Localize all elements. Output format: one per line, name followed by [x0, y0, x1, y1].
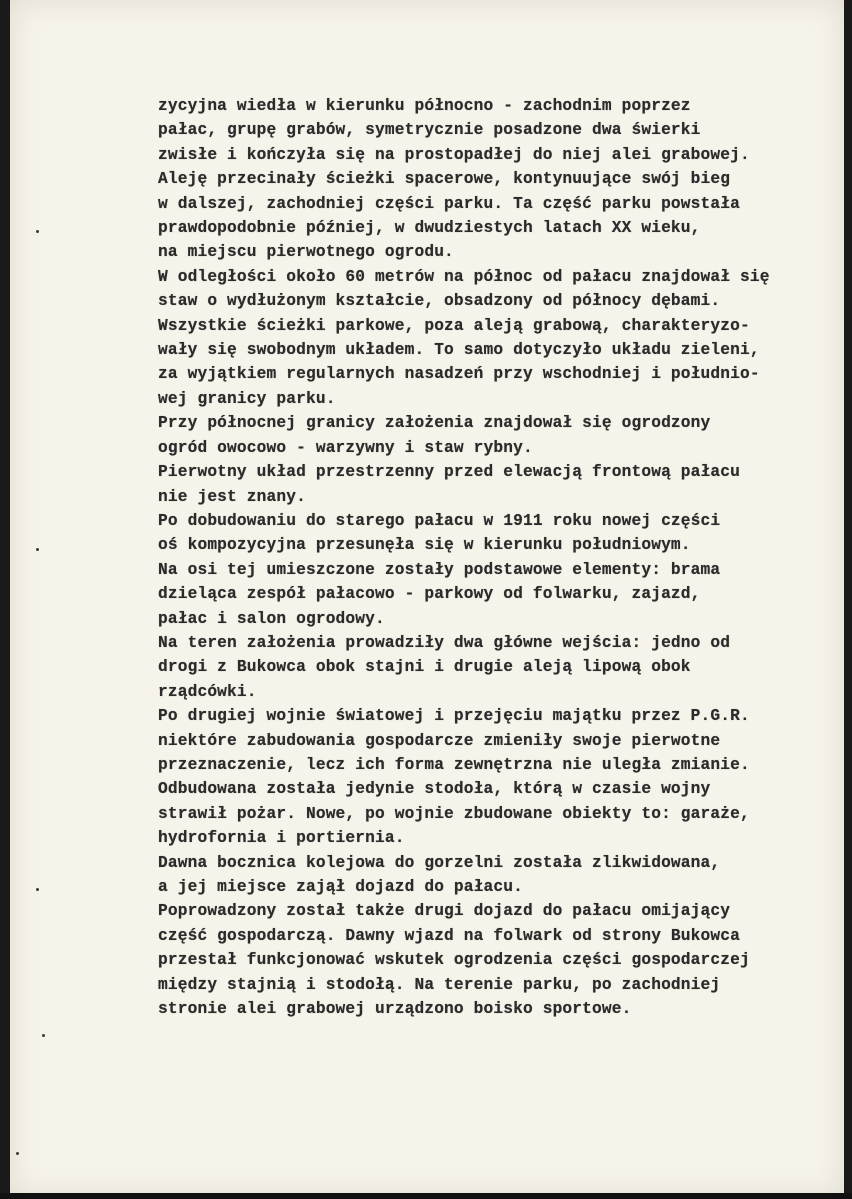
text-line: wały się swobodnym układem. To samo dotyczyło układu zieleni, — [158, 341, 760, 360]
text-line: stronie alei grabowej urządzono boisko sportowe. — [158, 1000, 632, 1019]
paper-speck — [36, 230, 39, 233]
text-line: ogród owocowo - warzywny i staw rybny. — [158, 438, 533, 457]
text-line: Odbudowana została jedynie stodoła, którą w czasie wojny — [158, 780, 711, 799]
text-line: Na osi tej umieszczone zostały podstawowe elementy: brama — [158, 560, 721, 579]
paper-speck — [16, 1152, 19, 1155]
text-line: a jej miejsce zajął dojazd do pałacu. — [158, 878, 523, 896]
text-line: Po dobudowaniu do starego pałacu w 1911 roku nowej części — [158, 511, 721, 530]
text-line: prawdopodobnie później, w dwudziestych latach XX wieku, — [158, 219, 701, 238]
text-line: zycyjna wiedła w kierunku północno - zachodnim poprzez — [158, 97, 691, 115]
text-line: między stajnią i stodołą. Na terenie parku, po zachodniej — [158, 975, 721, 994]
text-line: hydrofornia i portiernia. — [158, 829, 405, 848]
text-line: pałac, grupę grabów, symetrycznie posadzone dwa świerki — [158, 121, 701, 140]
text-line: za wyjątkiem regularnych nasadzeń przy wschodniej i południo- — [158, 365, 760, 384]
text-line: Pierwotny układ przestrzenny przed elewacją frontową pałacu — [158, 463, 740, 482]
text-line: Poprowadzony został także drugi dojazd do pałacu omijający — [158, 902, 731, 921]
text-line: dzieląca zespół pałacowo - parkowy od folwarku, zajazd, — [158, 585, 701, 604]
text-line: niektóre zabudowania gospodarcze zmieniły swoje pierwotne — [158, 731, 721, 750]
text-line: Dawna bocznica kolejowa do gorzelni została zlikwidowana, — [158, 853, 721, 872]
text-line: Na teren założenia prowadziły dwa główne wejścia: jedno od — [158, 633, 731, 652]
text-line: Aleję przecinały ścieżki spacerowe, kontynuujące swój bieg — [158, 170, 731, 189]
paper-speck — [36, 548, 39, 551]
text-line: przeznaczenie, lecz ich forma zewnętrzna nie uległa zmianie. — [158, 755, 750, 774]
paper-speck — [36, 888, 39, 891]
text-line: w dalszej, zachodniej części parku. Ta część parku powstała — [158, 194, 740, 213]
text-line: Po drugiej wojnie światowej i przejęciu majątku przez P.G.R. — [158, 707, 750, 726]
text-line: staw o wydłużonym kształcie, obsadzony od północy dębami. — [158, 292, 721, 311]
text-line: W odległości około 60 metrów na północ od pałacu znajdował się — [158, 267, 770, 286]
text-line: strawił pożar. Nowe, po wojnie zbudowane obiekty to: garaże, — [158, 804, 750, 823]
paper-speck — [42, 1034, 45, 1037]
scan-bottom-edge — [0, 1193, 852, 1199]
text-line: część gospodarczą. Dawny wjazd na folwark od strony Bukowca — [158, 926, 740, 945]
text-line: pałac i salon ogrodowy. — [158, 609, 385, 628]
text-line: zwisłe i kończyła się na prostopadłej do niej alei grabowej. — [158, 145, 750, 164]
text-line: drogi z Bukowca obok stajni i drugie aleją lipową obok — [158, 658, 691, 677]
text-line: Przy północnej granicy założenia znajdował się ogrodzony — [158, 414, 711, 433]
text-line: rządcówki. — [158, 682, 257, 701]
text-line: nie jest znany. — [158, 487, 306, 506]
text-line: oś kompozycyjna przesunęła się w kierunku południowym. — [158, 536, 691, 555]
typewritten-text-block — [158, 94, 838, 1021]
text-line: na miejscu pierwotnego ogrodu. — [158, 243, 454, 262]
text-line: Wszystkie ścieżki parkowe, poza aleją grabową, charakteryzo- — [158, 316, 750, 335]
text-line: wej granicy parku. — [158, 389, 336, 408]
text-line: przestał funkcjonować wskutek ogrodzenia części gospodarczej — [158, 951, 750, 970]
